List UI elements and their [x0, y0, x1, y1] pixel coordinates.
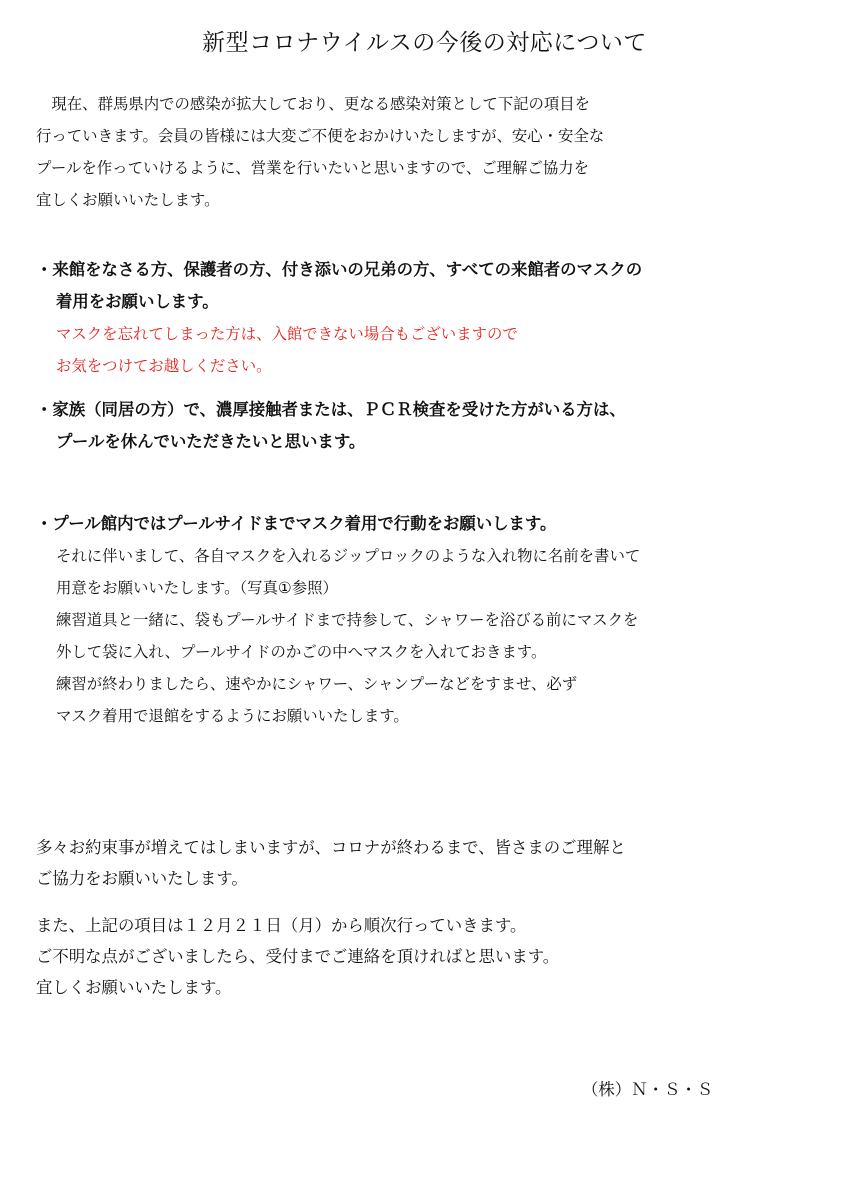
bullet-close-contact [36, 394, 816, 458]
bullet-heading-line: 着用をお願いします。 [56, 292, 219, 311]
bullet-body-line: 用意をお願いいたします。（写真①参照） [56, 579, 338, 597]
intro-paragraph [36, 88, 816, 216]
bullet-heading-line: ・来館をなさる方、保護者の方、付き添いの兄弟の方、すべての来館者のマスクの [36, 260, 643, 279]
bullet-body-line: 外して袋に入れ、プールサイドのかごの中へマスクを入れておきます。 [56, 643, 547, 661]
intro-line: 現在、群馬県内での感染が拡大しており、更なる感染対策として下記の項目を [36, 95, 591, 113]
warning-note-line: マスクを忘れてしまった方は、入館できない場合もございますので [56, 325, 518, 343]
closing-line: 多々お約束事が増えてはしまいますが、コロナが終わるまで、皆さまのご理解と [36, 838, 626, 857]
document-title: 新型コロナウイルスの今後の対応について [202, 30, 647, 56]
schedule-line: 宜しくお願いいたします。 [36, 978, 232, 997]
bullet-poolside-mask [36, 508, 816, 732]
bullet-heading-line: ・家族（同居の方）で、濃厚接触者または、ＰＣＲ検査を受けた方がいる方は、 [36, 400, 626, 419]
bullet-body-line: 練習道具と一緒に、袋もプールサイドまで持参して、シャワーを浴びる前にマスクを [56, 611, 639, 629]
intro-line: 行っていきます。会員の皆様には大変ご不便をおかけいたしますが、安心・安全な [36, 127, 605, 145]
closing-line: ご協力をお願いいたします。 [36, 869, 248, 888]
schedule-line: また、上記の項目は１２月２１日（月）から順次行っていきます。 [36, 916, 527, 935]
bullet-mask-requirement [36, 254, 816, 382]
intro-line: プールを作っていけるように、営業を行いたいと思いますので、ご理解ご協力を [36, 159, 589, 177]
bullet-heading-line: プールを休んでいただきたいと思います。 [56, 432, 366, 451]
schedule-paragraph [36, 910, 816, 1003]
bullet-body-line: それに伴いまして、各自マスクを入れるジップロックのような入れ物に名前を書いて [56, 547, 641, 565]
schedule-line: ご不明な点がございましたら、受付までご連絡を頂ければと思います。 [36, 947, 560, 966]
closing-paragraph [36, 832, 816, 894]
bullet-body-line: マスク着用で退館をするようにお願いいたします。 [56, 707, 409, 725]
company-signature: （株）Ｎ・Ｓ・Ｓ [582, 1080, 714, 1099]
bullet-body-line: 練習が終わりましたら、速やかにシャワー、シャンプーなどをすませ、必ず [56, 675, 578, 693]
bullet-heading-line: ・プール館内ではプールサイドまでマスク着用で行動をお願いします。 [36, 514, 557, 533]
warning-note-line: お気をつけてお越しください。 [56, 357, 272, 375]
intro-line: 宜しくお願いいたします。 [36, 191, 220, 209]
